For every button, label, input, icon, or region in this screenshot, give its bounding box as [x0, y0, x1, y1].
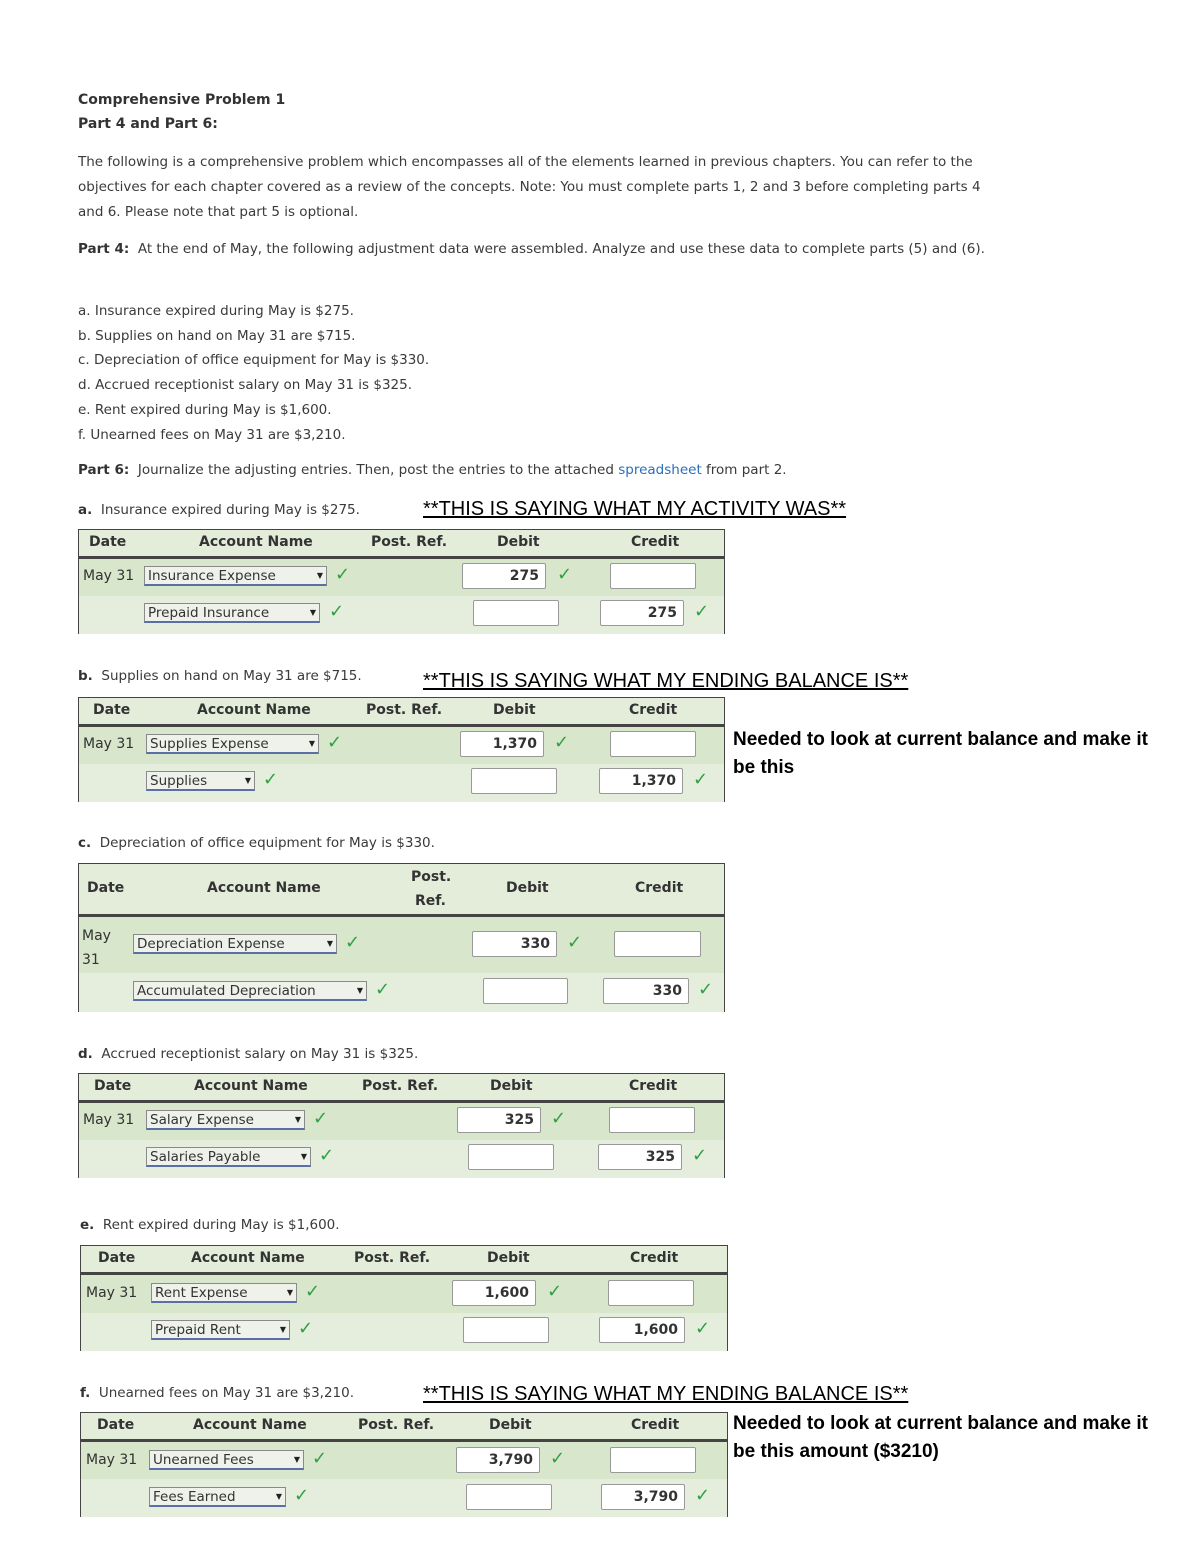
side-note-f: Needed to look at current balance and make it be this amount ($3210)	[733, 1413, 1148, 1462]
row-date: May 31	[83, 1112, 135, 1128]
journal-table-e	[80, 1245, 728, 1351]
list-item: f. Unearned fees on May 31 are $3,210.	[78, 426, 346, 443]
part4-text: At the end of May, the following adjustment data were assembled. Analyze and use these data to complete parts (5) and (6).	[137, 241, 985, 257]
journal-table-f	[80, 1412, 728, 1517]
entry-d-label: d. Accrued receptionist salary on May 31 is $325.	[78, 1046, 419, 1062]
col-account: Account Name	[193, 1417, 307, 1433]
col-account: Account Name	[194, 1078, 308, 1094]
debit-input[interactable]	[473, 600, 559, 626]
check-icon: ✓	[345, 932, 361, 953]
col-postref: Post. Ref.	[366, 702, 443, 718]
spreadsheet-link[interactable]: spreadsheet	[618, 462, 702, 478]
col-credit: Credit	[631, 534, 680, 550]
debit-account-select[interactable]: Insurance Expense ▼	[144, 566, 327, 586]
debit-input[interactable]	[471, 768, 557, 794]
list-item: c. Depreciation of office equipment for May is $330.	[78, 352, 430, 369]
credit-input[interactable]: 1,370	[599, 768, 683, 794]
debit-account-select[interactable]: Salary Expense ▼	[146, 1110, 305, 1130]
adjustment-list	[78, 299, 429, 447]
credit-input[interactable]	[614, 931, 701, 957]
table-header	[79, 864, 724, 917]
table-header	[79, 698, 724, 727]
debit-input[interactable]	[463, 1317, 549, 1343]
check-icon: ✓	[557, 564, 573, 585]
list-item: a. Insurance expired during May is $275.	[78, 303, 354, 319]
debit-input[interactable]: 1,370	[460, 731, 544, 757]
credit-input[interactable]	[610, 1447, 696, 1473]
check-icon: ✓	[693, 769, 709, 790]
credit-input[interactable]: 275	[600, 600, 684, 626]
col-account: Account Name	[199, 534, 313, 550]
debit-input[interactable]	[468, 1144, 554, 1170]
check-icon: ✓	[554, 732, 570, 753]
credit-input[interactable]	[609, 1107, 695, 1133]
check-icon: ✓	[305, 1281, 321, 1302]
table-header	[79, 530, 724, 559]
part6-text-after: from part 2.	[706, 462, 787, 478]
debit-input[interactable]	[483, 978, 568, 1004]
credit-account-select[interactable]: Salaries Payable ▼	[146, 1147, 311, 1167]
part6-text: Journalize the adjusting entries. Then, post the entries to the attached	[137, 462, 614, 478]
credit-account-select[interactable]: Accumulated Depreciation ▼	[133, 981, 367, 1001]
annotation-ending-balance: **THIS IS SAYING WHAT MY ENDING BALANCE IS**	[423, 670, 909, 692]
entry-c-label: c. Depreciation of office equipment for May is $330.	[78, 835, 435, 851]
check-icon: ✓	[550, 1448, 566, 1469]
col-account: Account Name	[207, 880, 321, 896]
entry-a-label: a. Insurance expired during May is $275.	[78, 502, 360, 518]
col-credit: Credit	[629, 1078, 678, 1094]
col-postref: Post. Ref.	[354, 1250, 431, 1266]
check-icon: ✓	[375, 979, 391, 1000]
row-date: May 31	[86, 1452, 138, 1468]
credit-account-select[interactable]: Fees Earned ▼	[149, 1487, 286, 1507]
entry-e-label: e. Rent expired during May is $1,600.	[80, 1217, 340, 1233]
journal-table-c	[78, 863, 725, 1012]
row-date: May 31	[83, 568, 135, 584]
col-credit: Credit	[635, 880, 684, 896]
col-debit: Debit	[489, 1417, 532, 1433]
col-date: Date	[98, 1250, 136, 1266]
intro-paragraph: The following is a comprehensive problem which encompasses all of the elements learned in previous chapters. You can refer to the objectives for each chapter covered as a review of the concepts. Note: You must complete parts 1, 2 and 3 before completing parts 4 and 6. Please note that part 5 is optional.	[78, 154, 981, 220]
journal-table-d	[78, 1073, 725, 1178]
col-date: Date	[89, 534, 127, 550]
check-icon: ✓	[327, 732, 343, 753]
page-subtitle: Part 4 and Part 6:	[78, 116, 218, 132]
annotation-ending-balance-f: **THIS IS SAYING WHAT MY ENDING BALANCE IS**	[423, 1383, 909, 1405]
check-icon: ✓	[329, 601, 345, 622]
col-credit: Credit	[629, 702, 678, 718]
debit-account-select[interactable]: Unearned Fees ▼	[149, 1450, 304, 1470]
credit-input[interactable]	[610, 563, 696, 589]
entry-b-label: b. Supplies on hand on May 31 are $715.	[78, 668, 362, 684]
col-date: Date	[94, 1078, 132, 1094]
check-icon: ✓	[313, 1108, 329, 1129]
col-debit: Debit	[487, 1250, 530, 1266]
col-date: Date	[97, 1417, 135, 1433]
table-header	[79, 1074, 724, 1103]
check-icon: ✓	[698, 979, 714, 1000]
col-debit: Debit	[497, 534, 540, 550]
journal-table-b	[78, 697, 725, 802]
credit-input[interactable]	[610, 731, 696, 757]
table-header	[81, 1246, 727, 1275]
debit-input[interactable]: 325	[457, 1107, 541, 1133]
check-icon: ✓	[312, 1448, 328, 1469]
row-date: May 31	[83, 736, 135, 752]
credit-input[interactable]: 330	[603, 978, 689, 1004]
debit-account-select[interactable]: Rent Expense ▼	[151, 1283, 297, 1303]
part4-paragraph	[78, 237, 1008, 262]
col-account: Account Name	[197, 702, 311, 718]
list-item: e. Rent expired during May is $1,600.	[78, 401, 332, 418]
col-date: Date	[87, 880, 125, 896]
col-postref-line1: Post.	[411, 869, 452, 885]
debit-account-select[interactable]: Depreciation Expense ▼	[133, 934, 337, 954]
credit-input[interactable]: 325	[598, 1144, 682, 1170]
list-item: d. Accrued receptionist salary on May 31 is $325.	[78, 377, 413, 394]
debit-input[interactable]: 330	[472, 931, 557, 957]
col-date: Date	[93, 702, 131, 718]
part6-label: Part 6:	[78, 462, 130, 478]
credit-account-select[interactable]: Supplies ▼	[146, 771, 255, 791]
credit-account-select[interactable]: Prepaid Rent ▼	[151, 1320, 290, 1340]
part4-label: Part 4:	[78, 241, 130, 257]
col-postref: Post. Ref.	[371, 534, 448, 550]
col-postref: Post. Ref.	[362, 1078, 439, 1094]
part6-paragraph	[78, 462, 787, 478]
list-item: b. Supplies on hand on May 31 are $715.	[78, 327, 356, 344]
col-postref: Post. Ref.	[358, 1417, 435, 1433]
col-debit: Debit	[506, 880, 549, 896]
credit-account-select[interactable]: Prepaid Insurance ▼	[144, 603, 320, 623]
debit-input[interactable]: 3,790	[456, 1447, 540, 1473]
col-postref-line2: Ref.	[415, 893, 446, 909]
col-credit: Credit	[631, 1417, 680, 1433]
debit-input[interactable]	[466, 1484, 552, 1510]
debit-input[interactable]: 1,600	[452, 1280, 536, 1306]
annotation-activity: **THIS IS SAYING WHAT MY ACTIVITY WAS**	[423, 498, 847, 520]
col-debit: Debit	[490, 1078, 533, 1094]
check-icon: ✓	[551, 1108, 567, 1129]
check-icon: ✓	[298, 1318, 314, 1339]
check-icon: ✓	[567, 932, 583, 953]
check-icon: ✓	[319, 1145, 335, 1166]
check-icon: ✓	[263, 769, 279, 790]
col-account: Account Name	[191, 1250, 305, 1266]
table-header	[81, 1413, 727, 1442]
check-icon: ✓	[695, 1485, 711, 1506]
check-icon: ✓	[694, 601, 710, 622]
page-title: Comprehensive Problem 1	[78, 92, 286, 108]
check-icon: ✓	[692, 1145, 708, 1166]
check-icon: ✓	[695, 1318, 711, 1339]
entry-f-label: f. Unearned fees on May 31 are $3,210.	[80, 1385, 355, 1401]
side-note-b: Needed to look at current balance and make it be this	[733, 729, 1148, 778]
journal-table-a	[78, 529, 725, 634]
col-credit: Credit	[630, 1250, 679, 1266]
credit-input[interactable]	[608, 1280, 694, 1306]
row-date: May 31	[82, 928, 111, 968]
debit-input[interactable]: 275	[462, 563, 546, 589]
col-debit: Debit	[493, 702, 536, 718]
row-date: May 31	[86, 1285, 138, 1301]
debit-account-select[interactable]: Supplies Expense ▼	[146, 734, 319, 754]
credit-input[interactable]: 1,600	[599, 1317, 685, 1343]
check-icon: ✓	[294, 1485, 310, 1506]
check-icon: ✓	[547, 1281, 563, 1302]
credit-input[interactable]: 3,790	[601, 1484, 685, 1510]
check-icon: ✓	[335, 564, 351, 585]
